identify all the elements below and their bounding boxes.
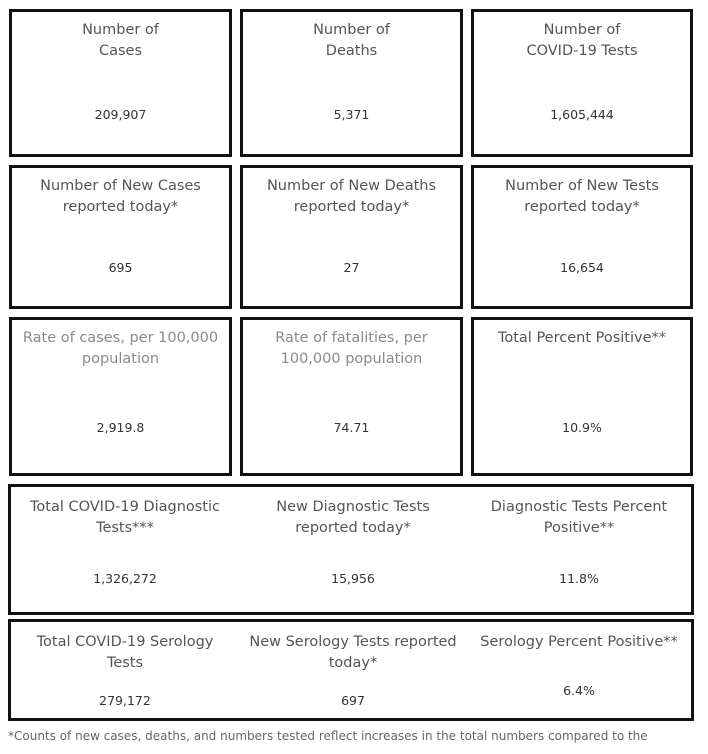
diagnostic-positive-label: Diagnostic Tests Percent Positive** — [490, 499, 668, 536]
percent-positive-value: 10.9% — [562, 420, 602, 435]
serology-positive-value: 6.4% — [563, 683, 595, 698]
serology-new-cell — [239, 622, 467, 718]
case-rate-label: Rate of cases, per 100,000 population — [22, 330, 219, 367]
serology-total-value: 279,172 — [99, 693, 151, 708]
diagnostic-new-value: 15,956 — [331, 571, 375, 586]
new-cases-value: 695 — [108, 260, 133, 275]
footnote: *Counts of new cases, deaths, and numbers tested reflect increases in the total numbers compared to the — [8, 729, 648, 743]
deaths-card — [240, 9, 463, 157]
cases-label: Number of Cases — [82, 22, 159, 59]
new-deaths-label: Number of New Deaths reported today* — [266, 178, 437, 215]
serology-total-cell — [11, 622, 239, 718]
diagnostic-positive-value: 11.8% — [559, 571, 599, 586]
diagnostic-new-label: New Diagnostic Tests reported today* — [276, 499, 430, 536]
diagnostic-total-value: 1,326,272 — [93, 571, 157, 586]
deaths-value: 5,371 — [333, 107, 370, 122]
diagnostic-total-label: Total COVID-19 Diagnostic Tests*** — [30, 499, 220, 536]
fatality-rate-label: Rate of fatalities, per 100,000 population — [275, 330, 428, 367]
new-cases-label: Number of New Cases reported today* — [40, 178, 201, 215]
serology-total-label: Total COVID-19 Serology Tests — [36, 634, 214, 671]
serology-new-value: 697 — [341, 693, 365, 708]
tests-label: Number of COVID-19 Tests — [526, 22, 638, 59]
new-deaths-card — [240, 165, 463, 309]
serology-positive-label: Serology Percent Positive** — [480, 634, 678, 650]
serology-tests-panel — [8, 619, 694, 721]
tests-value: 1,605,444 — [550, 107, 614, 122]
new-tests-label: Number of New Tests reported today* — [505, 178, 659, 215]
cases-value: 209,907 — [94, 107, 147, 122]
diagnostic-tests-panel — [8, 484, 694, 615]
deaths-label: Number of Deaths — [313, 22, 390, 59]
new-tests-card — [471, 165, 693, 309]
case-rate-card — [9, 317, 232, 476]
diagnostic-positive-cell — [467, 487, 691, 612]
new-cases-card — [9, 165, 232, 309]
tests-card — [471, 9, 693, 157]
diagnostic-total-cell — [11, 487, 239, 612]
case-rate-value: 2,919.8 — [96, 420, 145, 435]
diagnostic-new-cell — [239, 487, 467, 612]
cases-card — [9, 9, 232, 157]
new-deaths-value: 27 — [343, 260, 360, 275]
new-tests-value: 16,654 — [560, 260, 604, 275]
percent-positive-card — [471, 317, 693, 476]
fatality-rate-value: 74.71 — [333, 420, 370, 435]
serology-positive-cell — [467, 622, 691, 718]
serology-new-label: New Serology Tests reported today* — [249, 634, 457, 671]
percent-positive-label: Total Percent Positive** — [497, 330, 667, 346]
fatality-rate-card — [240, 317, 463, 476]
